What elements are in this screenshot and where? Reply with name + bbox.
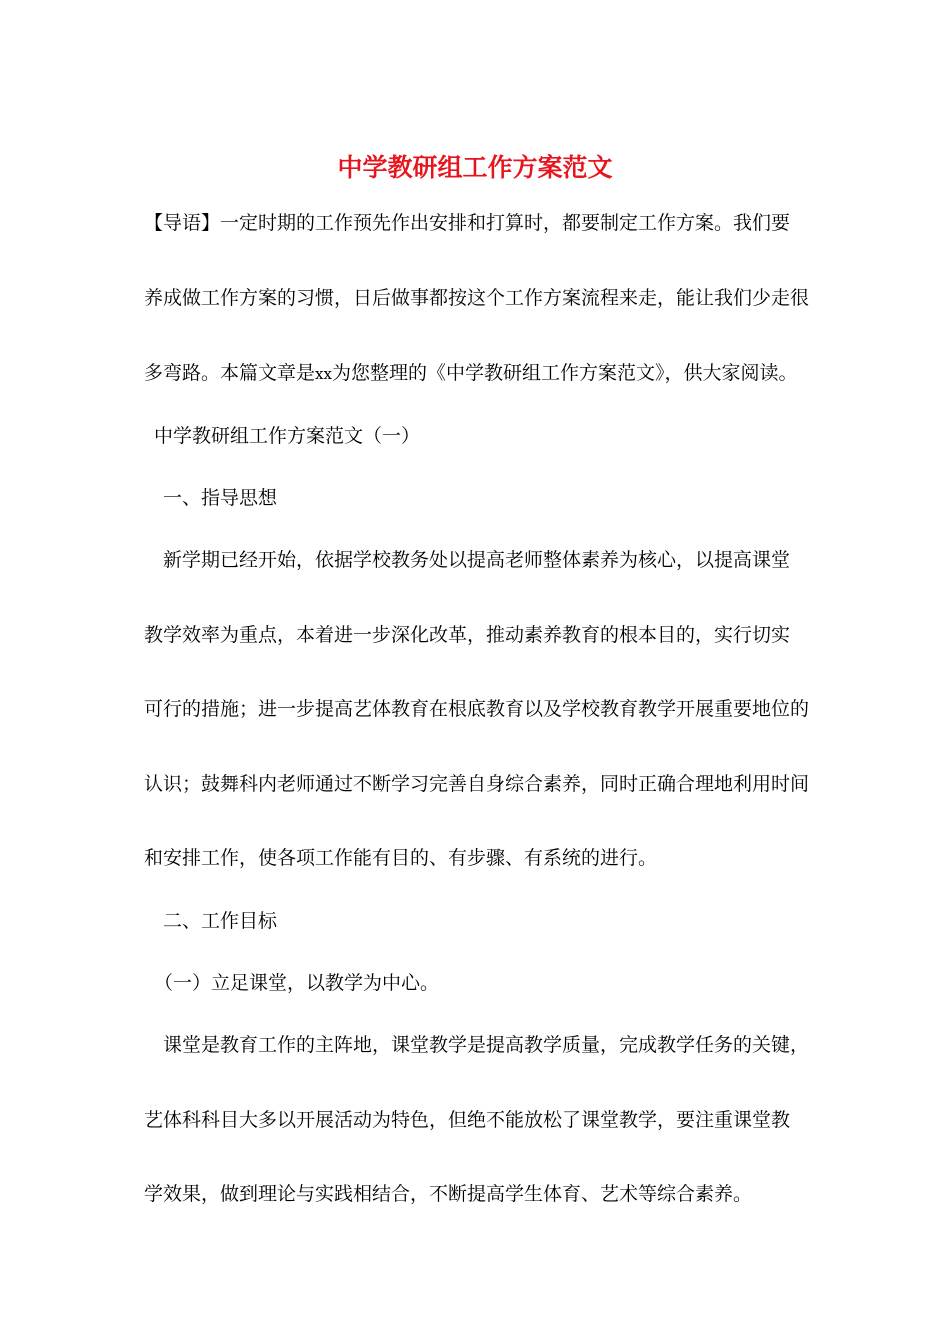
intro-line-3-part-c: 为您整理的《中学教研组工作方案范文》，供大家阅读。 xyxy=(331,362,798,384)
intro-line-3-part-a: 多弯路。本篇文章是 xyxy=(144,362,316,384)
part2-sub-heading: （一）立足课堂，以教学为中心。 xyxy=(154,972,440,994)
part1-para-line-1: 新学期已经开始，依据学校教务处以提高老师整体素养为核心，以提高课堂 xyxy=(163,549,791,571)
part1-para-line-2: 教学效率为重点，本着进一步深化改革，推动素养教育的根本目的，实行切实 xyxy=(144,624,791,646)
section-heading: 中学教研组工作方案范文（一） xyxy=(154,425,421,447)
document-title: 中学教研组工作方案范文 xyxy=(337,153,613,182)
part2-heading: 二、工作目标 xyxy=(163,910,278,932)
part2-para-line-3: 学效果，做到理论与实践相结合，不断提高学生体育、艺术等综合素养。 xyxy=(144,1183,753,1205)
part1-heading: 一、指导思想 xyxy=(163,487,278,509)
part2-para-line-1: 课堂是教育工作的主阵地，课堂教学是提高教学质量，完成教学任务的关键， xyxy=(163,1034,810,1056)
intro-line-1: 【导语】一定时期的工作预先作出安排和打算时，都要制定工作方案。我们要 xyxy=(144,212,791,234)
part1-para-line-4: 认识；鼓舞科内老师通过不断学习完善自身综合素养，同时正确合理地利用时间 xyxy=(144,773,810,795)
intro-line-2: 养成做工作方案的习惯，日后做事都按这个工作方案流程来走，能让我们少走很 xyxy=(144,287,810,309)
intro-line-3-placeholder: xx xyxy=(315,365,332,383)
intro-line-3 xyxy=(144,358,797,389)
part2-para-line-2: 艺体科科目大多以开展活动为特色，但绝不能放松了课堂教学，要注重课堂教 xyxy=(144,1109,791,1131)
part1-para-line-3: 可行的措施；进一步提高艺体教育在根底教育以及学校教育教学开展重要地位的 xyxy=(144,698,810,720)
part1-para-line-5: 和安排工作，使各项工作能有目的、有步骤、有系统的进行。 xyxy=(144,847,658,869)
